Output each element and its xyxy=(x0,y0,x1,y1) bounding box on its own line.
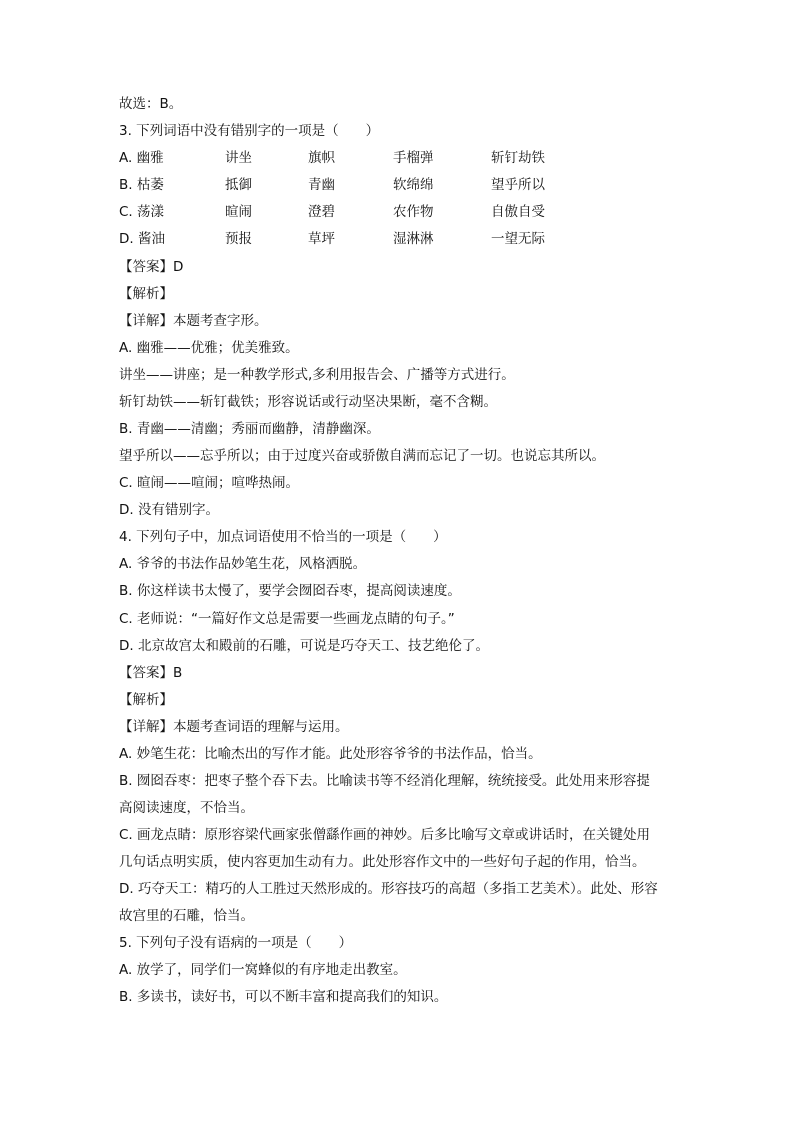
option-word: 青幽 xyxy=(308,177,335,193)
question-4-stem: 4. 下列句子中，加点词语使用不恰当的一项是（ ） xyxy=(119,529,447,545)
answer-label: 【答案】D xyxy=(119,259,184,275)
answer-choice-line: 故选：B。 xyxy=(119,96,183,112)
option-word: 暄闹 xyxy=(225,204,252,220)
option-word: 草坪 xyxy=(308,231,335,247)
option-word: 湿淋淋 xyxy=(393,231,434,247)
explanation-line: A. 幽雅——优雅；优美雅致。 xyxy=(119,340,299,356)
option-word: 斩钉劫铁 xyxy=(491,150,545,166)
option-word: C. 荡漾 xyxy=(119,204,165,220)
question-5-option-b: B. 多读书，读好书，可以不断丰富和提高我们的知识。 xyxy=(119,989,448,1005)
explanation-line: 望乎所以——忘乎所以；由于过度兴奋或骄傲自满而忘记了一切。也说忘其所以。 xyxy=(119,448,605,464)
option-word: 旗帜 xyxy=(308,150,335,166)
explanation-line: 高阅读速度，不恰当。 xyxy=(119,800,254,816)
explanation-line: 几句话点明实质，使内容更加生动有力。此处形容作文中的一些好句子起的作用，恰当。 xyxy=(119,854,646,870)
option-word: 手榴弹 xyxy=(393,150,434,166)
option-word: 软绵绵 xyxy=(393,177,434,193)
analysis-heading: 【解析】 xyxy=(119,286,173,302)
option-word: 抵御 xyxy=(225,177,252,193)
question-3-stem: 3. 下列词语中没有错别字的一项是（ ） xyxy=(119,123,380,139)
option-word: 自傲自受 xyxy=(491,204,545,220)
option-word: D. 酱油 xyxy=(119,231,165,247)
option-word: 讲坐 xyxy=(225,150,252,166)
question-5-option-a: A. 放学了，同学们一窝蜂似的有序地走出教室。 xyxy=(119,962,407,978)
question-4-option-b: B. 你这样读书太慢了，要学会囫囵吞枣，提高阅读速度。 xyxy=(119,583,461,599)
question-5-stem: 5. 下列句子没有语病的一项是（ ） xyxy=(119,935,353,951)
explanation-line: B. 青幽——清幽；秀丽而幽静，清静幽深。 xyxy=(119,421,380,437)
option-word: 预报 xyxy=(225,231,252,247)
explanation-line: 【详解】本题考查字形。 xyxy=(119,313,268,329)
question-4-option-a: A. 爷爷的书法作品妙笔生花，风格洒脱。 xyxy=(119,556,367,572)
explanation-line: B. 囫囵吞枣：把枣子整个吞下去。比喻读书等不经消化理解，统统接受。此处用来形容提 xyxy=(119,773,650,789)
option-word: 澄碧 xyxy=(308,204,335,220)
analysis-heading: 【解析】 xyxy=(119,692,173,708)
explanation-line: D. 没有错别字。 xyxy=(119,502,219,518)
explanation-line: 【详解】本题考查词语的理解与运用。 xyxy=(119,719,349,735)
explanation-line: 讲坐——讲座；是一种教学形式,多利用报告会、广播等方式进行。 xyxy=(119,367,515,383)
answer-label: 【答案】B xyxy=(119,665,183,681)
option-word: 农作物 xyxy=(393,204,434,220)
option-word: A. 幽雅 xyxy=(119,150,164,166)
question-4-option-d: D. 北京故宫太和殿前的石雕，可说是巧夺天工、技艺绝伦了。 xyxy=(119,638,489,654)
explanation-line: C. 暄闹——喧闹；喧哗热闹。 xyxy=(119,475,300,491)
explanation-line: A. 妙笔生花：比喻杰出的写作才能。此处形容爷爷的书法作品，恰当。 xyxy=(119,746,542,762)
option-word: 一望无际 xyxy=(491,231,545,247)
explanation-line: C. 画龙点睛：原形容梁代画家张僧繇作画的神妙。后多比喻写文章或讲话时，在关键处用 xyxy=(119,827,651,843)
explanation-line: 斩钉劫铁——斩钉截铁；形容说话或行动坚决果断，毫不含糊。 xyxy=(119,394,497,410)
option-word: B. 枯萎 xyxy=(119,177,164,193)
question-4-option-c: C. 老师说：“一篇好作文总是需要一些画龙点睛的句子。” xyxy=(119,611,455,627)
explanation-line: D. 巧夺天工：精巧的人工胜过天然形成的。形容技巧的高超（多指工艺美术）。此处、形容 xyxy=(119,881,658,897)
explanation-line: 故宫里的石雕，恰当。 xyxy=(119,908,254,924)
option-word: 望乎所以 xyxy=(491,177,545,193)
